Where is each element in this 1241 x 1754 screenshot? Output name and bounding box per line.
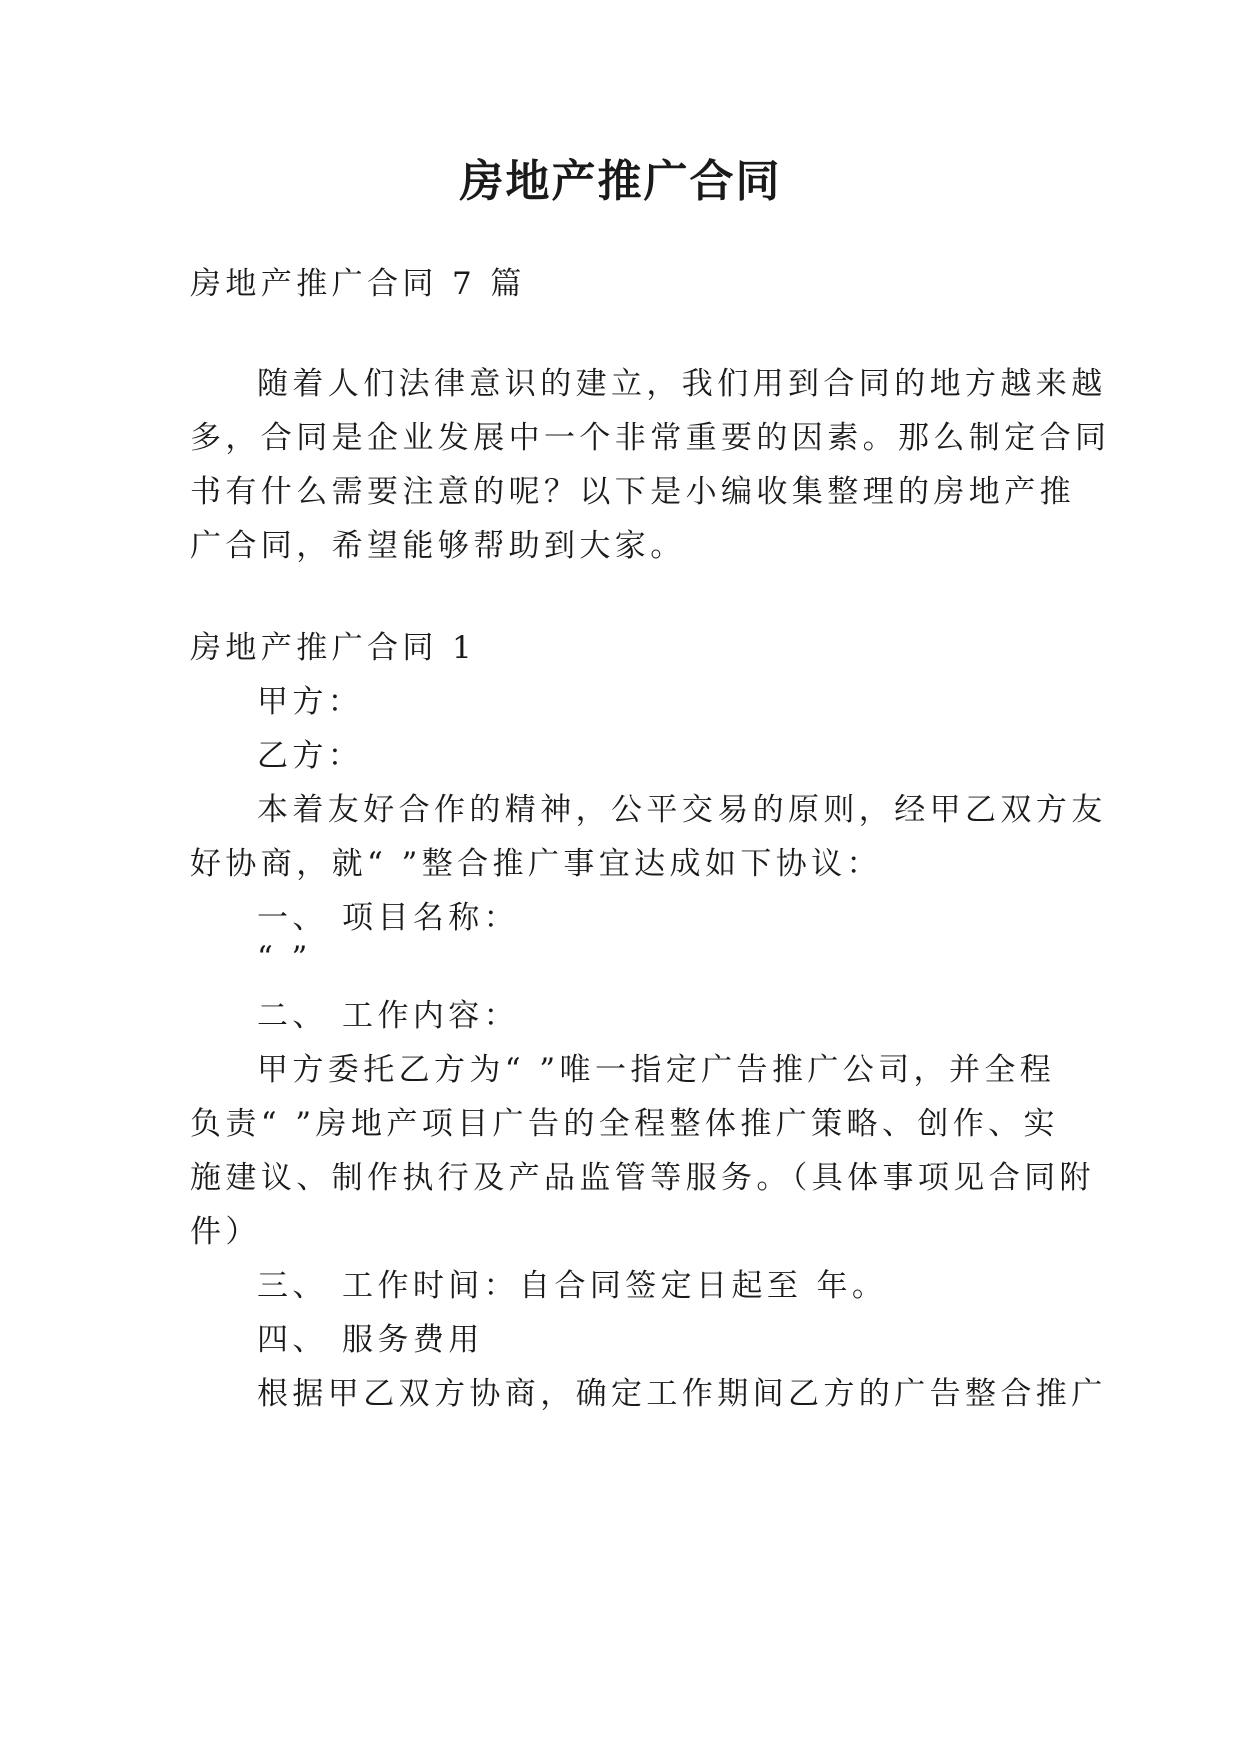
party-b-label: 乙方：: [257, 738, 364, 774]
item3-line: 三、 工作时间：自合同签定日起至 年。: [257, 1268, 888, 1304]
preamble-line-1: 本着友好合作的精神，公平交易的原则，经甲乙双方友: [257, 792, 1107, 828]
preamble-line-2: 好协商，就“ ”整合推广事宜达成如下协议：: [190, 846, 882, 882]
item2-body-line-2: 负责“ ”房地产项目广告的全程整体推广策略、创作、实: [190, 1106, 1059, 1142]
item1-value: “ ”: [257, 940, 312, 976]
section-heading: 房地产推广合同 1: [190, 630, 477, 666]
item1-heading: 一、 项目名称：: [257, 900, 520, 936]
intro-line-1: 随着人们法律意识的建立，我们用到合同的地方越来越: [257, 366, 1107, 402]
item4-heading: 四、 服务费用: [257, 1322, 484, 1358]
item2-body-line-3: 施建议、制作执行及产品监管等服务。（具体事项见合同附: [190, 1160, 1095, 1196]
item2-body-line-4: 件）: [190, 1214, 261, 1250]
document-subtitle: 房地产推广合同 7 篇: [190, 266, 526, 302]
item2-body-line-1: 甲方委托乙方为“ ”唯一指定广告推广公司，并全程: [257, 1052, 1056, 1088]
party-a-label: 甲方：: [257, 684, 364, 720]
intro-line-3: 书有什么需要注意的呢？以下是小编收集整理的房地产推: [190, 474, 1075, 510]
item4-body-line-1: 根据甲乙双方协商，确定工作期间乙方的广告整合推广: [257, 1376, 1107, 1412]
item2-heading: 二、 工作内容：: [257, 998, 520, 1034]
intro-line-2: 多，合同是企业发展中一个非常重要的因素。那么制定合同: [190, 420, 1111, 456]
document-title: 房地产推广合同: [459, 156, 782, 207]
intro-line-4: 广合同，希望能够帮助到大家。: [190, 528, 686, 564]
